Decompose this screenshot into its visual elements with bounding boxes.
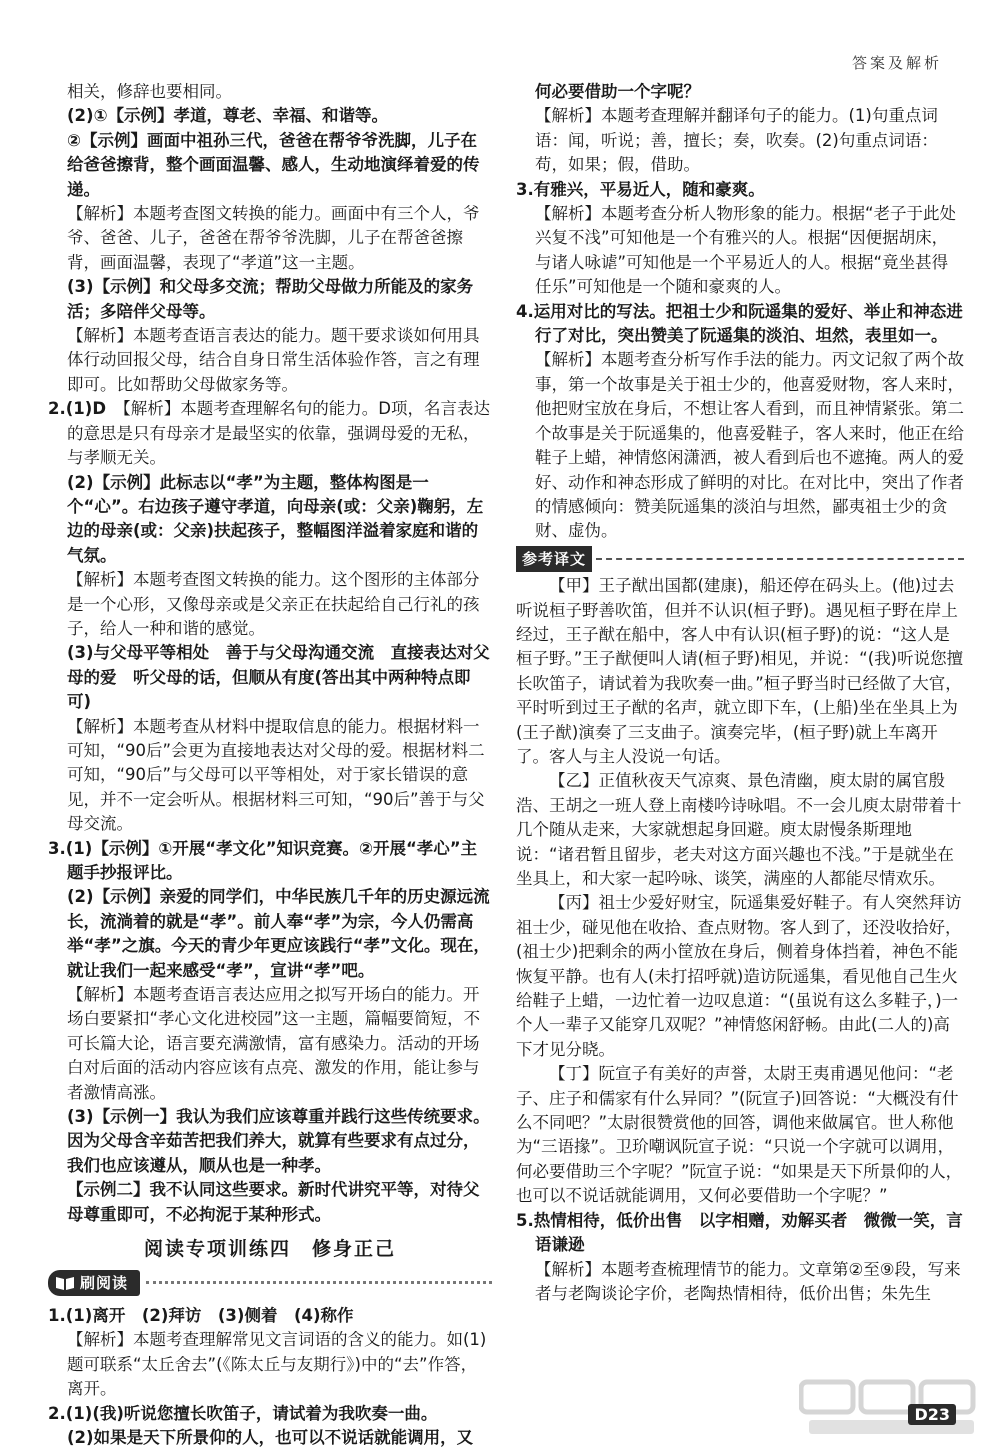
paragraph-tag: 【乙】 [549, 771, 599, 791]
page-number: D23 [908, 1404, 956, 1425]
answer-text: (1)【示例】①开展“孝文化”知识竞赛。②开展“孝心”主题手抄报评比。 [65, 838, 478, 882]
analysis-text: 【解析】本题考查语言表达的能力。题干要求谈如何用具体行动回报父母，结合自身日常生活体验作答，言之有理即可。比如帮助父母做家务等。 [67, 326, 480, 394]
question-number: 2. [48, 1403, 66, 1423]
analysis-text: 【解析】本题考查梳理情节的能力。文章第②至⑨段，写来者与老陶谈论字价，老陶热情相待，低价出售；朱先生 [535, 1259, 961, 1303]
answer-text: ②【示例】画面中祖孙三代，爸爸在帮爷爷洗脚，儿子在给爸爸擦背，整个画面温馨、感人，生动地演绎着爱的传递。 [67, 130, 480, 199]
translation-paragraph [516, 769, 964, 891]
answer-text: (1)离开 (2)拜访 (3)侧着 (4)称作 [65, 1305, 354, 1325]
banner-tag [48, 1270, 140, 1296]
read-banner [48, 1270, 492, 1296]
translation-tag: 参考译文 [516, 546, 592, 572]
answer-text: (1)D [65, 399, 107, 419]
left-column [48, 80, 492, 1450]
paragraph-tag: 【丙】 [549, 893, 599, 913]
translation-paragraph [516, 891, 964, 1062]
analysis-text: 【解析】本题考查分析写作手法的能力。丙文记叙了两个故事，第一个故事是关于祖士少的，他喜爱财物，客人来时，他把财宝放在身后，不想让客人看到，而且神情紧张。第二个故事是关于阮遥集的，他喜爱鞋子，客人来时，他正在给鞋子上蜡，神情悠闲潇洒，被人看到后也不遮掩。两人的爱好、动作和神态形成了鲜明的对比。在对比中，突出了作者的情感倾向：赞美阮遥集的淡泊与坦然，鄙夷祖士少的贪财、虚伪。 [535, 350, 964, 541]
analysis-text: 【解析】本题考查分析人物形象的能力。根据“老子于此处兴复不浅”可知他是一个有雅兴的人。根据“因便据胡床，与诸人咏谑”可知他是一个平易近人的人。根据“竟坐甚得任乐”可知他是一个随和豪爽的人。 [535, 204, 957, 297]
dashed-rule [596, 558, 964, 560]
section-title: 阅读专项训练四 修身正己 [143, 1238, 396, 1261]
question-3 [48, 837, 492, 886]
answer-text: 何必要借助一个字呢？ [535, 82, 700, 101]
answer-text: (2)【示例】亲爱的同学们，中华民族几千年的历史源远流长，流淌着的就是“孝”。前人奉“孝”为宗，今人仍需高举“孝”之旗。今天的青少年更应该践行“孝”文化。现在，就让我们一起来感受“孝”，宣讲“孝”吧。 [67, 887, 490, 980]
paragraph-text: 祖士少爱好财宝，阮遥集爱好鞋子。有人突然拜访祖士少，碰见他在收拾、查点财物。客人到了，还没收拾好，(祖士少)把剩余的两小筐放在身后，侧着身体挡着，神色不能恢复平静。也有人(未打招呼就)造访阮遥集，看见他自己生火给鞋子上蜡，一边忙着一边叹息道：“(虽说有这么多鞋子，)一个人一辈子又能穿几双呢？”神情悠闲舒畅。由此(二人的)高下才见分晓。 [516, 893, 962, 1059]
answer-text: 【示例二】我不认同这些要求。新时代讲究平等，对待父母尊重即可，不必拘泥于某种形式。 [67, 1180, 480, 1224]
answer-text: (1)(我)听说您擅长吹笛子，请试着为我吹奏一曲。 [65, 1403, 438, 1423]
question-4r [516, 300, 964, 349]
paragraph-text: 阮宣子有美好的声誉，太尉王夷甫遇见他问：“老子、庄子和儒家有什么异同？”(阮宣子)回答说：“大概没有什么不同吧？”太尉很赞赏他的回答，调他来做属官。世人称他为“三语掾”。卫玠嘲讽阮宣子说：“只说一个字就可以调用，何必要借助三个字呢？”阮宣子说：“如果是天下所景仰的人，也可以不说话就能调用，又何必要借助一个字呢？” [516, 1064, 963, 1206]
question-3r [516, 178, 964, 202]
paragraph-text: 正值秋夜天气凉爽、景色清幽，庾太尉的属官殷浩、王胡之一班人登上南楼吟诗咏唱。不一会儿庾太尉带着十几个随从走来，大家就想起身回避。庾太尉慢条斯理地说：“诸君暂且留步，老夫对这方面兴趣也不浅。”于是就坐在坐具上，和大家一起吟咏、谈笑，满座的人都能尽情欢乐。 [516, 771, 962, 888]
answer-text: 运用对比的写法。把祖士少和阮遥集的爱好、举止和神态进行了对比，突出赞美了阮遥集的淡泊、坦然，表里如一。 [533, 301, 963, 346]
analysis-text: 【解析】本题考查理解常见文言词语的含义的能力。如(1)题可联系“太丘舍去”(《陈太丘与友期行》)中的“去”作答，离开。 [67, 1330, 487, 1399]
watermark-logo [799, 1378, 984, 1438]
question-number: 3. [48, 838, 66, 858]
analysis-text: 【解析】本题考查图文转换的能力。这个图形的主体部分是一个心形，又像母亲或是父亲正在扶起给自己行礼的孩子，给人一种和谐的感觉。 [67, 570, 480, 638]
right-column [516, 80, 964, 1306]
running-header: 答案及解析 [851, 54, 942, 72]
analysis-text: 【解析】本题考查图文转换的能力。画面中有三个人，爷爷、爸爸、儿子，爸爸在帮爷爷洗脚，儿子在帮爸爸擦背，画面温馨，表现了“孝道”这一主题。 [67, 204, 480, 272]
text-line: 相关，修辞也要相同。 [67, 82, 232, 101]
answer-text: (3)【示例一】我认为我们应该尊重并践行这些传统要求。因为父母含辛茹苦把我们养大，就算有些要求有点过分，我们也应该遵从，顺从也是一种孝。 [67, 1107, 490, 1175]
question-number: 1. [48, 1305, 66, 1325]
question-2b [48, 1402, 492, 1426]
answer-text: (3)与父母平等相处 善于与父母沟通交流 直接表达对父母的爱 听父母的话，但顺从有度(答出其中两种特点即可) [67, 643, 490, 712]
translation-paragraph [516, 574, 964, 769]
answer-text: 热情相待，低价出售 以字相赠，劝解买者 微微一笑，言语谦逊 [533, 1210, 963, 1255]
answer-text: (2)如果是天下所景仰的人，也可以不说话就能调用，又 [67, 1427, 474, 1447]
question-1 [48, 1304, 492, 1328]
paragraph-tag: 【甲】 [549, 576, 599, 596]
analysis-text: 【解析】本题考查理解名句的能力。D项，名言表达的意思是只有母亲才是最坚实的依靠，强调母爱的无私，与孝顺无关。 [67, 399, 490, 468]
book-icon [54, 1274, 76, 1292]
analysis-text: 【解析】本题考查理解并翻译句子的能力。(1)句重点词语：闻，听说；善，擅长；奏，吹奏。(2)句重点词语：苟，如果；假，借助。 [535, 106, 938, 175]
banner-label: 刷阅读 [80, 1273, 129, 1292]
paragraph-text: 王子猷出国都(建康)，船还停在码头上。(他)过去听说桓子野善吹笛，但并不认识(桓子野)。遇见桓子野在岸上经过，王子猷在船中，客人中有认识(桓子野)的说：“这人是桓子野。”王子猷便叫人请(桓子野)相见，并说：“(我)听说您擅长吹笛子，请试着为我吹奏一曲。”桓子野当时已经做了大官，平时听到过王子猷的名声，就立即下车，(上船)坐在坐具上为(王子猷)演奏了三支曲子。演奏完毕，(桓子野)就上车离开了。客人与主人没说一句话。 [516, 576, 964, 766]
question-2 [48, 397, 492, 470]
question-number: 2. [48, 399, 66, 419]
answer-text: 有雅兴，平易近人，随和豪爽。 [533, 179, 765, 199]
answer-text: (2)【示例】此标志以“孝”为主题，整体构图是一个“心”。右边孩子遵守孝道，向母亲(或：父亲)鞠躬，左边的母亲(或：父亲)扶起孩子，整幅图洋溢着家庭和谐的气氛。 [67, 472, 484, 565]
analysis-text: 【解析】本题考查语言表达应用之拟写开场白的能力。开场白要紧扣“孝心文化进校园”这一主题，篇幅要简短，不可长篇大论，语言要充满激情，富有感染力。活动的开场白对后面的活动内容应该有点亮、激发的作用，能让参与者激情高涨。 [67, 985, 481, 1102]
answer-text: (2)①【示例】孝道，尊老、幸福、和谐等。 [67, 106, 389, 126]
question-number: 5. [516, 1210, 534, 1230]
question-number: 4. [516, 301, 534, 321]
question-5r [516, 1209, 964, 1258]
analysis-text: 【解析】本题考查从材料中提取信息的能力。根据材料一可知，“90后”会更为直接地表达对父母的爱。根据材料二可知，“90后”与父母可以平等相处，对于家长错误的意见，并不一定会听从。根据材料三可知，“90后”善于与父母交流。 [67, 716, 485, 834]
paragraph-tag: 【丁】 [549, 1064, 599, 1084]
answer-text: (3)【示例】和父母多交流；帮助父母做力所能及的家务活；多陪伴父母等。 [67, 277, 474, 321]
question-number: 3. [516, 179, 534, 199]
dotted-rule [146, 1281, 492, 1284]
translation-banner [516, 546, 964, 572]
translation-paragraph [516, 1062, 964, 1208]
